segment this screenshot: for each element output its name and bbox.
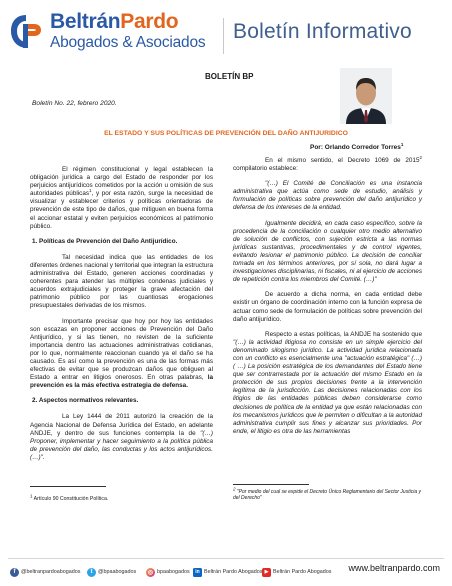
paragraph: La Ley 1444 de 2011 autorizó la creación de la Agencia Nacional de Defensa Jurídica del Estado, en adelante ANDJE, y dentro de sus funciones contempla la de "(…) Proponer, implementar y hacer seguimiento a la política pública de prevención del daño, las conductas y los actos antijurídicos. (…)". [30, 413, 213, 461]
author-byline: Por: Orlando Corredor Torres$^1$ [310, 141, 404, 151]
footnote: $^2$ "Por medio del cual se expide el Decreto Único Reglamentario del Sector Justicia y del Derecho" [233, 486, 421, 502]
facebook-icon: f [10, 568, 19, 577]
article-title: EL ESTADO Y SUS POLÍTICAS DE PREVENCIÓN DEL DAÑO ANTIJURIDICO [104, 130, 348, 137]
paragraph: De acuerdo a dicha norma, en cada entidad debe existir un órgano de coordinación interno con la función expresa de actuar como sede de formulación de políticas sobre prevención del daño antijurídico. [233, 291, 422, 323]
linkedin-icon: in [193, 568, 202, 577]
footnote: $^1$ Artículo 90 Constitución Política. [30, 493, 109, 502]
brand-name: BeltránPardo [50, 10, 179, 33]
header-divider [223, 18, 224, 54]
footnote-rule [30, 486, 106, 487]
paragraph: Tal necesidad indica que las entidades de los diferentes órdenes nacional y territorial que integran la estructura administrativa del Estado, generen acciones coordinadas y coherentes para atender las múltiples condenas judiciales y acuerdos extrajudiciales y proteger la grave afectación del patrimonio público por las cuantiosas erogaciones presupuestales derivadas de los mismos. [30, 253, 214, 310]
youtube-link[interactable]: ▶ Beltrán Pardo Abogados [262, 566, 331, 578]
right-column [233, 154, 422, 443]
paragraph: Importante precisar que hoy por hoy las entidades son escazas en proponer acciones de Prevención del Daño Antijurídico, y si las tienen, no revisten de la suficiente importancia dentro las actuaciones administrativas cotidianas, por lo que, normalmente reaccionan cuando ya el daño se ha causado. Es así como la prevención es una de las formas más efectivas de evitar que se produzcan daños que obliguen al Estado a entrar en litigios onerosos. En otras palabras, la prevención es la más efectiva estrategia de defensa. [30, 317, 213, 390]
footnote-rule [233, 484, 309, 485]
bulletin-title: Boletín Informativo [233, 20, 412, 43]
facebook-link[interactable]: f @beltranpardoabogados [10, 566, 80, 578]
twitter-icon: t [87, 568, 96, 577]
footer-divider [8, 558, 444, 559]
twitter-link[interactable]: t @bpaabogados [87, 566, 136, 578]
section-heading: 2. Aspectos normativos relevantes. [32, 397, 139, 405]
left-column [30, 166, 213, 469]
paragraph: Respecto a estas políticas, la ANDJE ha sostenido que "(…) la actividad litigiosa no consiste en un simple ejercicio del denominado silogismo jurídico. La actividad jurídica relacionada con un conflicto es esencialmente una "actuación estratégica" (…) ( …) La posición estratégica de los demandantes del Estado tiene que ser contrarrestada por la actuación del mismo Estado en la protección de sus propios decisiones frente a la intervención legítima de la jurisdicción. Las decisiones relacionadas con los litigios de las entidades públicas deben considerarse como decisiones de política de la entidad ya que están relacionadas con los mecanismos jurídicos que le permiten o dificultan a la autoridad administrativa cumplir sus fines y alcanzar sus prioridades. Por ende, el litigio es otra de las herramientas [233, 330, 422, 435]
document-date: Boletín No. 22, febrero 2020. [32, 100, 117, 107]
author-photo [340, 68, 392, 124]
document-code: BOLETÍN BP [205, 72, 254, 81]
website-link[interactable]: www.beltranpardo.com [348, 563, 440, 573]
paragraph: En el mismo sentido, el Decreto 1069 de 2015$^2$ compilatorio establece: [233, 154, 422, 173]
instagram-icon: ◎ [147, 569, 154, 576]
quote-paragraph: "(…) El Comité de Conciliación es una instancia administrativa que actúa como sede de estudio, análisis y formulación de políticas sobre prevención del daño antijurídico y defensa de los intereses de la entidad. [233, 180, 422, 212]
instagram-link[interactable]: ◎ bpaabogados [147, 569, 190, 576]
logo-mark [8, 12, 44, 52]
brand-subtitle: Abogados & Asociados [50, 34, 206, 51]
youtube-icon: ▶ [262, 568, 271, 577]
paragraph: El régimen constitucional y legal establecen la obligación jurídica a cargo del Estado de responder por los perjuicios antijurídicos cometidos por la acción u omisión de sus autoridades públicas$^1$, y por esta razón, surge la necesidad de visualizar y establecer criterios y políticas orientadoras de prevención de este tipo de daños, que mitiguen en buena forma el accionar estatal y eviten perjuicios económicos al patrimonio público. [30, 166, 213, 230]
quote-paragraph: Igualmente decidirá, en cada caso específico, sobre la procedencia de la conciliación o cualquier otro medio alternativo de solución de conflictos, con sujeción estricta a las normas jurídicas sustantivas, procedimentales y de control vigentes, evitando lesionar el patrimonio público. La decisión de conciliar tomada en los términos anteriores, por sí sola, no dará lugar a investigaciones disciplinarias, ni fiscales, ni al ejercicio de acciones de repetición contra los miembros del Comité. (…)" [233, 219, 422, 284]
section-heading: 1. Políticas de Prevención del Daño Antijurídico. [32, 237, 178, 245]
linkedin-link[interactable]: in Beltrán Pardo Abogados [193, 566, 262, 578]
